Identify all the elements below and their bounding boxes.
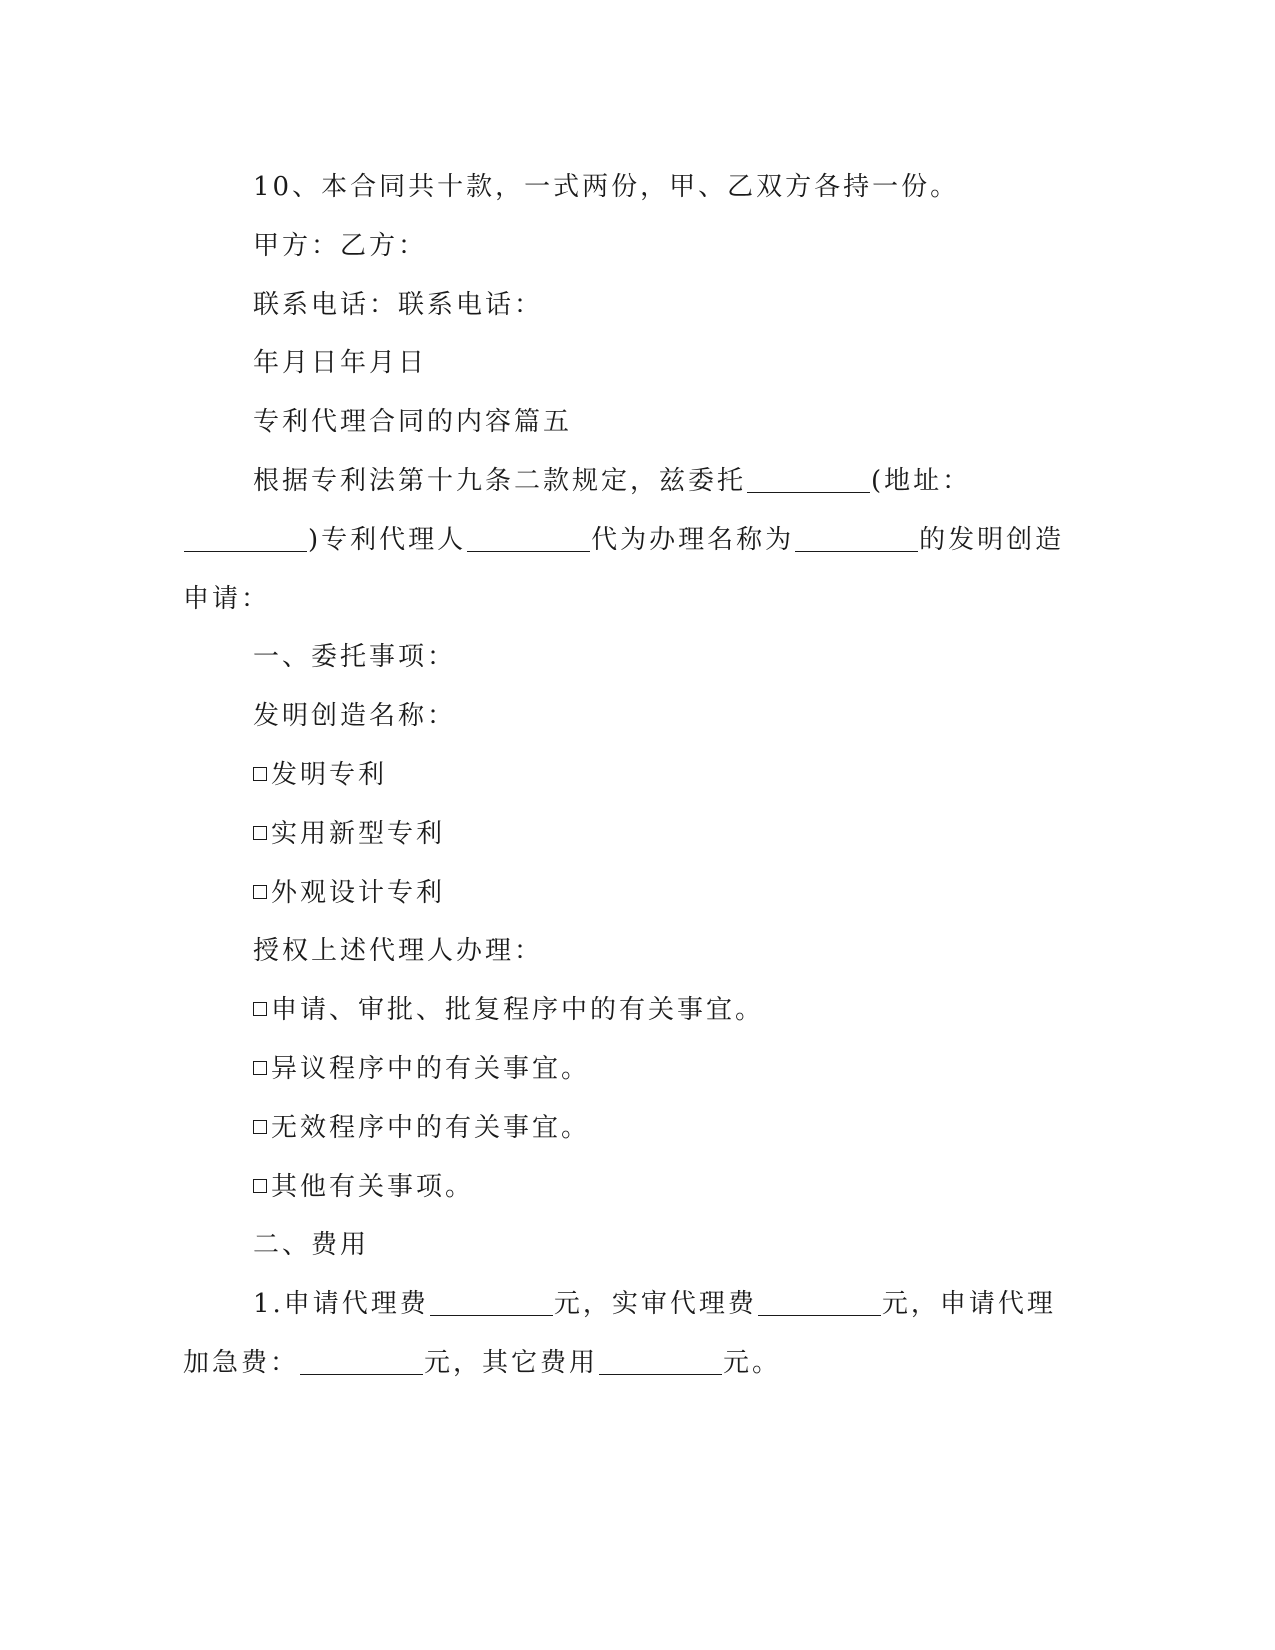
section-heading-part5	[183, 393, 1083, 452]
text-name-label: 代为办理名称为	[591, 524, 795, 555]
checkbox-opposition-matters[interactable]	[253, 1061, 267, 1075]
text-design-patent: 外观设计专利	[271, 877, 446, 908]
paragraph-entrust-3	[183, 570, 1083, 629]
blank-agent	[467, 550, 590, 552]
text-section-heading: 专利代理合同的内容篇五	[253, 407, 573, 438]
text-invalidation-matters: 无效程序中的有关事宜。	[271, 1112, 591, 1143]
blank-invention-name	[795, 550, 918, 552]
text-date: 年月日年月日	[253, 348, 428, 379]
text-phone: 联系电话：联系电话：	[253, 289, 544, 320]
document-body	[183, 158, 1083, 1393]
blank-address	[184, 550, 307, 552]
text-exam-fee: 元，实审代理费	[553, 1289, 757, 1320]
option-application-matters	[183, 981, 1083, 1040]
paragraph-parties	[183, 217, 1083, 276]
paragraph-contract-copies	[183, 158, 1083, 217]
text-address-label: (地址：	[871, 465, 972, 496]
text-contract-copies: 10、本合同共十款，一式两份，甲、乙双方各持一份。	[253, 172, 960, 202]
paragraph-fees-1	[183, 1275, 1083, 1334]
blank-exam-fee	[758, 1314, 881, 1316]
checkbox-utility-model[interactable]	[253, 826, 267, 840]
checkbox-other-matters[interactable]	[253, 1179, 267, 1193]
option-invalidation-matters	[183, 1099, 1083, 1158]
text-agent-label: )专利代理人	[308, 524, 467, 555]
text-other-matters: 其他有关事项。	[271, 1171, 475, 1202]
text-invention-name: 发明创造名称：	[253, 701, 457, 732]
paragraph-invention-name	[183, 687, 1083, 746]
heading-fees	[183, 1216, 1083, 1275]
checkbox-application-matters[interactable]	[253, 1002, 267, 1016]
checkbox-design-patent[interactable]	[253, 885, 267, 899]
text-urgent-fee-lead: 元，申请代理	[881, 1289, 1056, 1320]
text-utility-model: 实用新型专利	[271, 818, 446, 849]
blank-urgent-fee	[300, 1373, 423, 1375]
text-fees-heading: 二、费用	[253, 1230, 370, 1261]
heading-entrusted-items	[183, 628, 1083, 687]
text-invention-suffix: 的发明创造	[919, 524, 1065, 555]
option-utility-model	[183, 805, 1083, 864]
text-application-fee: 1.申请代理费	[253, 1289, 429, 1320]
blank-other-fee	[599, 1373, 722, 1375]
paragraph-date	[183, 334, 1083, 393]
text-urgent-fee: 加急费：	[183, 1347, 300, 1378]
blank-application-fee	[430, 1314, 553, 1316]
paragraph-entrust-1	[183, 452, 1083, 511]
text-parties: 甲方：乙方：	[253, 230, 428, 261]
text-invention-patent: 发明专利	[271, 759, 388, 790]
paragraph-fees-2	[183, 1334, 1083, 1393]
checkbox-invalidation-matters[interactable]	[253, 1120, 267, 1134]
text-application: 申请：	[183, 583, 271, 614]
text-authorize: 授权上述代理人办理：	[253, 936, 544, 967]
text-fee-end: 元。	[723, 1347, 782, 1378]
text-entrust-lead: 根据专利法第十九条二款规定，兹委托	[253, 465, 747, 496]
option-invention-patent	[183, 746, 1083, 805]
option-other-matters	[183, 1158, 1083, 1217]
option-opposition-matters	[183, 1040, 1083, 1099]
checkbox-invention-patent[interactable]	[253, 767, 267, 781]
option-design-patent	[183, 864, 1083, 923]
paragraph-phone	[183, 276, 1083, 335]
text-other-fee: 元，其它费用	[424, 1347, 599, 1378]
blank-agency	[747, 491, 870, 493]
text-entrusted-items: 一、委托事项：	[253, 642, 457, 673]
text-opposition-matters: 异议程序中的有关事宜。	[271, 1053, 591, 1084]
text-application-matters: 申请、审批、批复程序中的有关事宜。	[271, 995, 765, 1026]
paragraph-authorize	[183, 922, 1083, 981]
paragraph-entrust-2	[183, 511, 1083, 570]
